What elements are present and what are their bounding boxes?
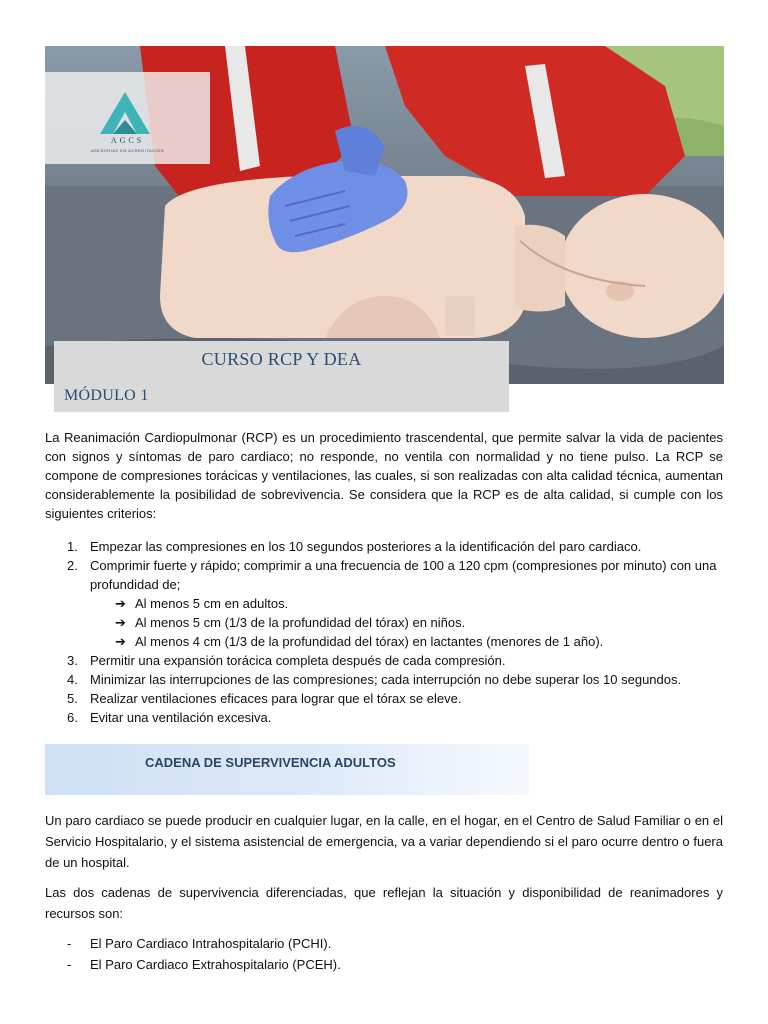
list-number: 3. [67, 653, 78, 668]
list-item-text: Realizar ventilaciones eficaces para lograr que el tórax se eleve. [90, 691, 462, 706]
list-item-text: El Paro Cardiaco Extrahospitalario (PCEH). [90, 957, 341, 972]
list-item-text: El Paro Cardiaco Intrahospitalario (PCHI). [90, 936, 332, 951]
arrow-right-icon: ➔ [115, 596, 126, 611]
hero-image [45, 46, 724, 384]
intro-paragraph: La Reanimación Cardiopulmonar (RCP) es un procedimiento trascendental, que permite salvar la vida de pacientes con signos y síntomas de paro cardiaco; no responde, no ventila con normalidad y no tiene pulso. La RCP se compone de compresiones torácicas y ventilaciones, las cuales, si son realizadas con alta calidad técnica, aumentan considerablemente la posibilidad de sobrevivencia. Se considera que la RCP es de alta calidad, si cumple con los siguientes criterios: [45, 430, 723, 521]
logo-tagline: ASESORIAS EN ACREDITACIÓN [90, 148, 165, 153]
list-item-text: Empezar las compresiones en los 10 segundos posteriores a la identificación del paro cardiaco. [90, 539, 642, 554]
list-item [45, 651, 723, 670]
course-title: CURSO RCP Y DEA [201, 349, 362, 369]
course-title-box [54, 341, 509, 412]
list-item-text: Permitir una expansión torácica completa después de cada compresión. [90, 653, 506, 668]
dash-bullet: - [67, 936, 72, 951]
sub-list-item-text: Al menos 5 cm (1/3 de la profundidad del tórax) en niños. [135, 615, 466, 630]
list-item-text: Comprimir fuerte y rápido; comprimir a una frecuencia de 100 a 120 cpm (compresiones por minuto) con una profundidad de; [90, 558, 717, 592]
list-item [45, 556, 723, 594]
sub-list-item [45, 594, 723, 613]
list-item [45, 689, 723, 708]
section-paragraph-2: Las dos cadenas de supervivencia diferenciadas, que reflejan la situación y disponibilidad de reanimadores y recursos son: [45, 885, 723, 921]
section-title: CADENA DE SUPERVIVENCIA ADULTOS [145, 755, 396, 770]
dash-bullet: - [67, 957, 72, 972]
list-item [45, 954, 723, 975]
list-number: 2. [67, 558, 78, 573]
list-number: 4. [67, 672, 78, 687]
list-number: 1. [67, 539, 78, 554]
arrow-right-icon: ➔ [115, 634, 126, 649]
arrow-right-icon: ➔ [115, 615, 126, 630]
section-banner [45, 744, 529, 795]
sub-list-item-text: Al menos 4 cm (1/3 de la profundidad del tórax) en lactantes (menores de 1 año). [135, 634, 604, 649]
sub-list-item [45, 632, 723, 651]
logo-brand: AGCS [110, 136, 145, 145]
list-number: 5. [67, 691, 78, 706]
section-paragraph-1: Un paro cardiaco se puede producir en cualquier lugar, en la calle, en el hogar, en el Centro de Salud Familiar o en el Servicio Hospitalario, y el sistema asistencial de emergencia, va a variar dependiendo si el paro ocurre dentro o fuera de un hospital. [45, 813, 723, 870]
chains-list [45, 933, 723, 975]
sub-list-item-text: Al menos 5 cm en adultos. [135, 596, 289, 611]
list-item [45, 670, 723, 689]
list-item [45, 933, 723, 954]
list-item-text: Minimizar las interrupciones de las compresiones; cada interrupción no debe superar los 10 segundos. [90, 672, 682, 687]
logo-box [45, 72, 210, 164]
list-item [45, 537, 723, 556]
criteria-list [45, 537, 723, 727]
list-item-text: Evitar una ventilación excesiva. [90, 710, 272, 725]
sub-list-item [45, 613, 723, 632]
module-title: MÓDULO 1 [64, 387, 149, 404]
list-item [45, 708, 723, 727]
list-number: 6. [67, 710, 78, 725]
